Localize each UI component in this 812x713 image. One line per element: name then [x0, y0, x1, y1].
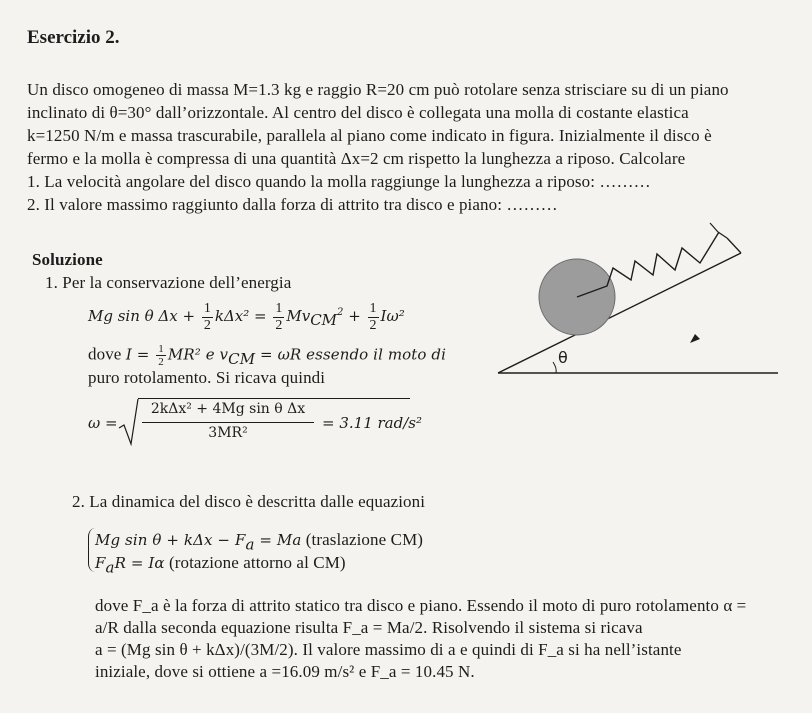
step-2-label: 2. La dinamica del disco è descritta dalle equazioni — [72, 492, 426, 511]
solution-heading: Soluzione — [32, 250, 103, 269]
angle-label: θ — [558, 348, 568, 367]
incline-line — [498, 253, 741, 373]
system-brace — [88, 528, 95, 572]
problem-line: fermo e la molla è compressa di una quantità Δx=2 cm rispetto la lunghezza a riposo. Calcolare — [27, 149, 686, 168]
system-equation-2: $F_aR = I\alpha$ (rotazione attorno al CM) — [95, 553, 346, 577]
system-equation-1: Mg $\sin \theta + k\Delta x - F_a = Ma$ (traslazione CM) — [95, 530, 424, 554]
final-line: dove F_a è la forza di attrito statico tra disco e piano. Essendo il moto di puro rotolamento α = — [95, 596, 747, 615]
question-1: 1. La velocità angolare del disco quando la molla raggiunge la lunghezza a riposo: ……… — [27, 172, 651, 191]
final-line: iniziale, dove si ottiene a =16.09 m/s² e F_a = 10.45 N. — [95, 662, 475, 681]
problem-line: k=1250 N/m e massa trascurabile, parallela al piano come indicato in figura. Inizialmente il disco è — [27, 126, 712, 145]
incline-end-wall — [727, 238, 741, 253]
final-line: a/R dalla seconda equazione risulta F_a = Ma/2. Risolvendo il sistema si ricava — [95, 618, 643, 637]
arrow-marker — [690, 334, 700, 343]
sqrt-sign — [118, 398, 140, 446]
question-2: 2. Il valore massimo raggiunto dalla forza di attrito tra disco e piano: ……… — [27, 195, 558, 214]
problem-line: Un disco omogeneo di massa M=1.3 kg e raggio R=20 cm può rotolare senza strisciare su di un piano — [27, 80, 729, 99]
angle-arc — [553, 362, 556, 373]
spring-wall — [710, 223, 718, 232]
step-1-label: 1. Per la conservazione dell’energia — [45, 273, 292, 292]
energy-equation: Mg sin θ Δx + $\frac{1}{2}$ kΔx² = $\frac{1}{2}$ $Mv_{CM}^2$ + $\frac{1}{2}$ Iω² — [88, 300, 405, 333]
puro-line: puro rotolamento. Si ricava quindi — [88, 368, 326, 387]
final-line: a = (Mg sin θ + kΔx)/(3M/2). Il valore massimo di a e quindi di F_a si ha nell’istante — [95, 640, 682, 659]
exercise-title: Esercizio 2. — [27, 27, 120, 48]
incline-figure — [495, 218, 785, 383]
dove-line: dove I = $\frac{1}{2}$ MR² e $v_{CM} = \omega R$ essendo il moto di — [88, 343, 447, 368]
problem-line: inclinato di θ=30° dall’orizzontale. Al centro del disco è collegata una molla di costante elastica — [27, 103, 689, 122]
